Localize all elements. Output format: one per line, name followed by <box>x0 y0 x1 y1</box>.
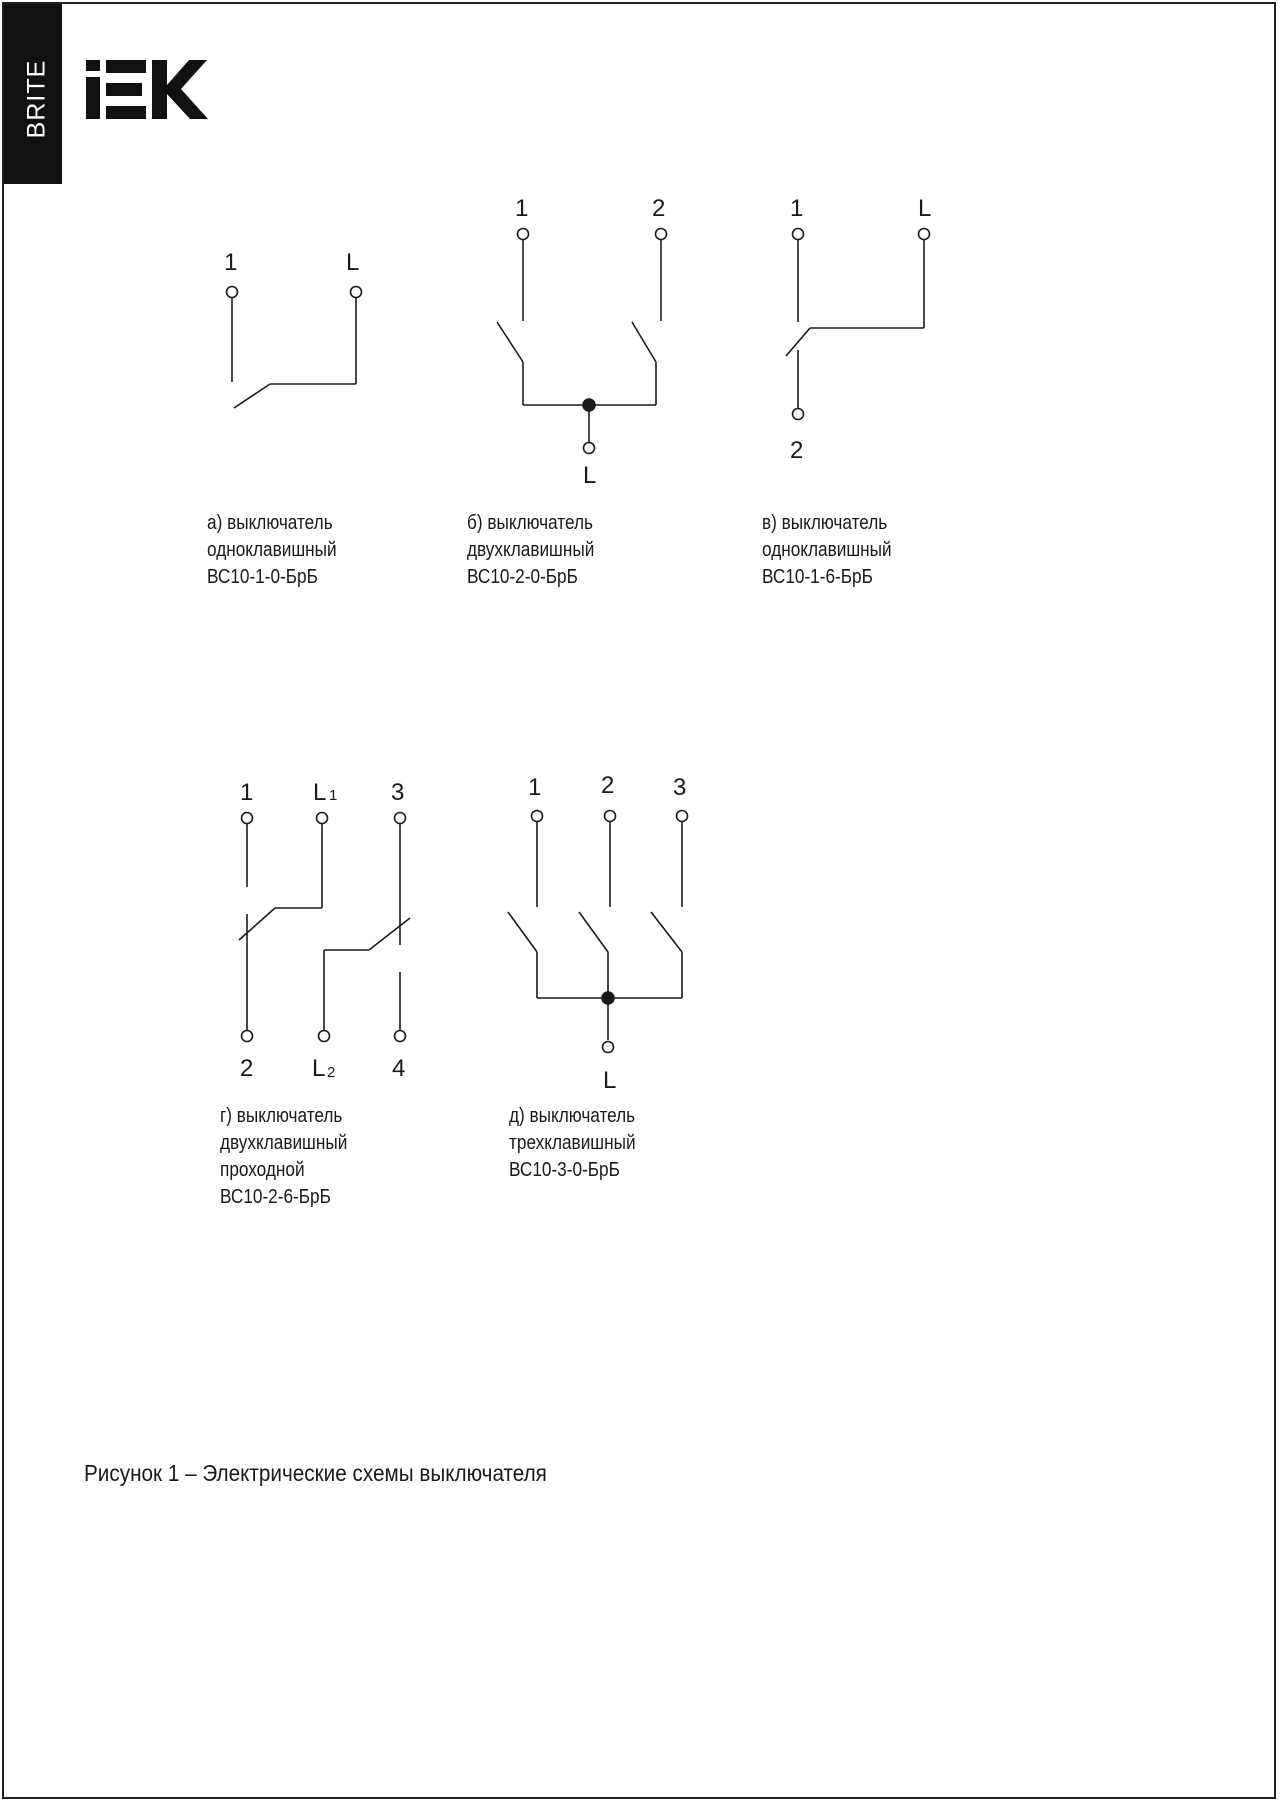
caption-line: проходной <box>220 1159 305 1181</box>
terminal-label-l1-subscript: 1 <box>329 787 338 804</box>
caption-line: г) выключатель <box>220 1105 343 1127</box>
caption-line: ВС10-1-0-БрБ <box>207 566 318 588</box>
terminal-label-4: 4 <box>392 1055 406 1082</box>
terminal-label-2: 2 <box>240 1055 254 1082</box>
caption-line: одноклавишный <box>762 539 892 561</box>
terminal-circle <box>793 409 804 420</box>
caption-line: а) выключатель <box>207 512 333 534</box>
terminal-label-1: 1 <box>515 195 529 222</box>
terminal-label-1: 1 <box>790 195 804 222</box>
terminal-label-l2: L <box>312 1055 326 1082</box>
caption-line: ВС10-1-6-БрБ <box>762 566 873 588</box>
caption-b <box>467 510 594 591</box>
terminal-label-3: 3 <box>391 779 405 806</box>
terminal-circle <box>919 229 930 240</box>
caption-d <box>509 1103 636 1184</box>
terminal-label-1: 1 <box>240 779 254 806</box>
terminal-circle <box>351 287 362 298</box>
terminal-circle <box>242 813 253 824</box>
terminal-circle <box>532 811 543 822</box>
caption-a <box>207 510 337 591</box>
caption-line: ВС10-3-0-БрБ <box>509 1159 620 1181</box>
terminal-circle <box>242 1031 253 1042</box>
terminal-label-l: L <box>583 462 597 489</box>
diagram-v-single-key-switch <box>786 195 931 464</box>
terminal-circle <box>677 811 688 822</box>
terminal-circle <box>317 813 328 824</box>
terminal-circle <box>584 443 595 454</box>
series-label: BRITE <box>22 59 51 139</box>
terminal-label-l: L <box>603 1067 617 1094</box>
caption-line: в) выключатель <box>762 512 888 534</box>
caption-line: б) выключатель <box>467 512 593 534</box>
diagram-d-three-key-switch <box>508 772 688 1094</box>
caption-line: ВС10-2-6-БрБ <box>220 1186 331 1208</box>
caption-line: двухклавишный <box>220 1132 348 1154</box>
caption-g <box>220 1103 347 1211</box>
caption-line: д) выключатель <box>509 1105 636 1127</box>
terminal-circle <box>656 229 667 240</box>
junction-dot <box>602 992 614 1004</box>
caption-line: ВС10-2-0-БрБ <box>467 566 578 588</box>
terminal-label-l: L <box>346 249 360 276</box>
terminal-label-3: 3 <box>673 774 687 801</box>
terminal-label-2: 2 <box>790 437 804 464</box>
terminal-circle <box>793 229 804 240</box>
terminal-label-l: L <box>918 195 932 222</box>
caption-line: трехклавишный <box>509 1132 636 1154</box>
terminal-circle <box>518 229 529 240</box>
terminal-label-l1: L <box>313 779 327 806</box>
diagram-g-two-key-passthrough-switch <box>239 779 410 1082</box>
caption-v <box>762 510 892 591</box>
caption-line: одноклавишный <box>207 539 337 561</box>
terminal-circle <box>319 1031 330 1042</box>
terminal-label-l2-subscript: 2 <box>327 1064 336 1081</box>
figure-caption: Рисунок 1 – Электрические схемы выключателя <box>84 1460 547 1486</box>
terminal-label-1: 1 <box>528 774 542 801</box>
terminal-circle <box>395 813 406 824</box>
terminal-label-2: 2 <box>652 195 666 222</box>
terminal-label-1: 1 <box>224 249 238 276</box>
diagram-b-two-key-switch <box>497 195 667 489</box>
caption-line: двухклавишный <box>467 539 595 561</box>
junction-dot <box>583 399 595 411</box>
terminal-circle <box>395 1031 406 1042</box>
diagram-a-single-key-switch <box>224 249 362 408</box>
terminal-circle <box>227 287 238 298</box>
terminal-label-2: 2 <box>601 772 615 799</box>
terminal-circle <box>603 1042 614 1053</box>
terminal-circle <box>605 811 616 822</box>
